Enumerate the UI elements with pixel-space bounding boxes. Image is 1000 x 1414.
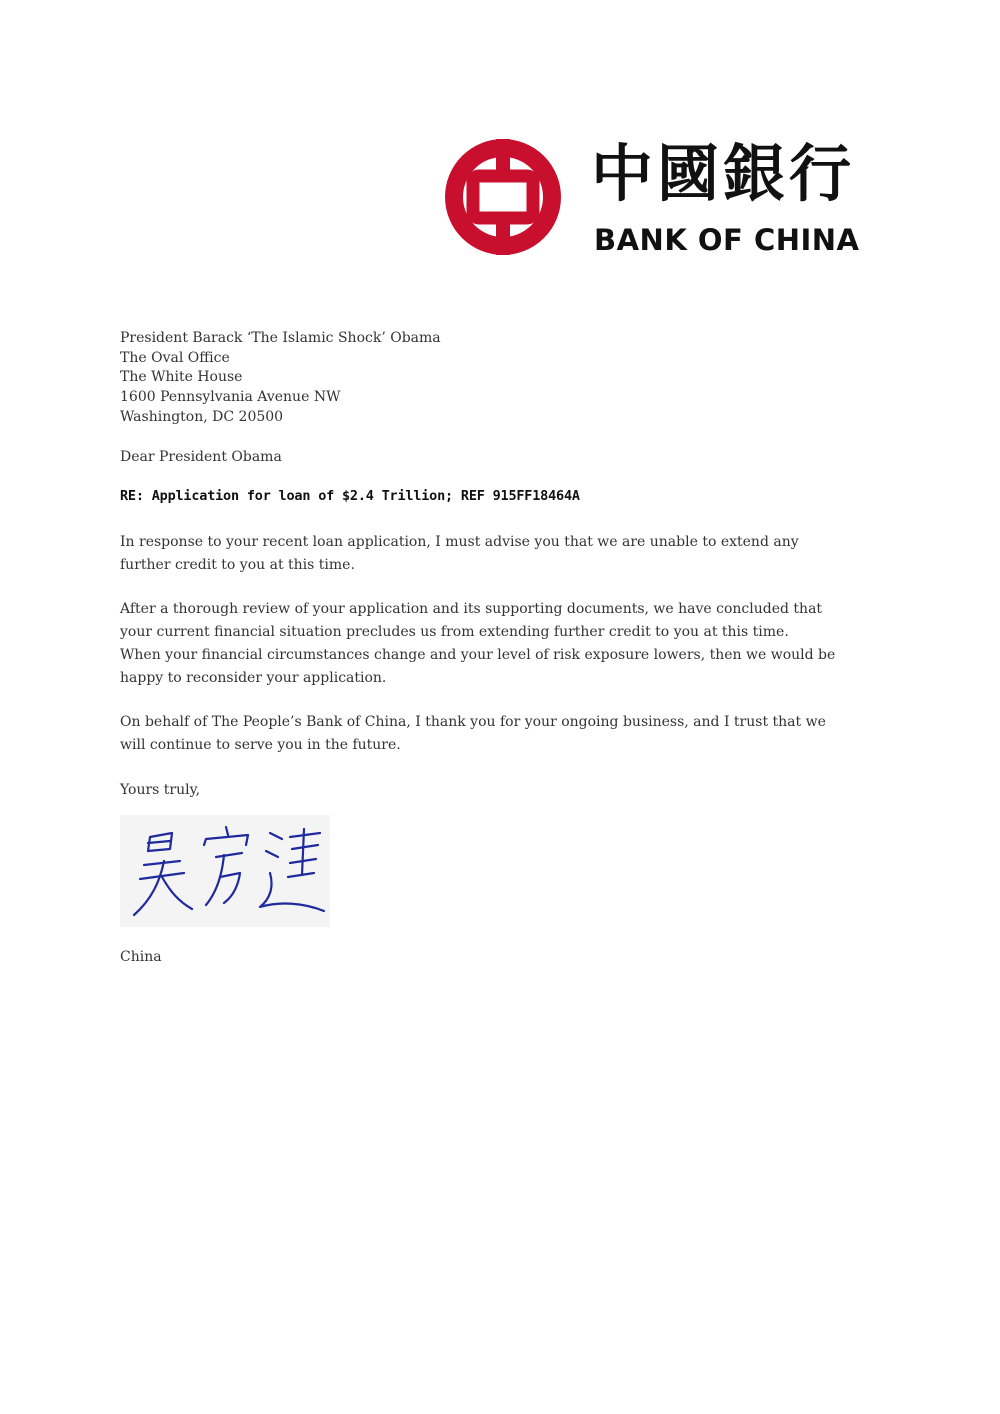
address-line: 1600 Pennsylvania Avenue NW <box>120 389 341 406</box>
address-line: The White House <box>120 369 243 386</box>
body-paragraph <box>120 711 826 757</box>
subject-line: RE: Application for loan of $2.4 Trillion; REF 915FF18464A <box>120 488 580 504</box>
address-line: Washington, DC 20500 <box>120 408 284 425</box>
paragraph-line: After a thorough review of your application and its supporting documents, we have concluded that <box>120 601 823 617</box>
body-paragraph <box>120 598 835 690</box>
paragraph-line: In response to your recent loan application, I must advise you that we are unable to extend any <box>120 534 799 550</box>
salutation: Dear President Obama <box>120 449 282 465</box>
address-line: The Oval Office <box>120 349 230 366</box>
handwritten-signature <box>120 815 330 927</box>
paragraph-line: further credit to you at this time. <box>120 557 355 573</box>
signatory-name: China <box>120 949 162 965</box>
bank-name-chinese: 中國銀行 <box>591 137 856 210</box>
address-line: President Barack ‘The Islamic Shock’ Obama <box>120 330 441 346</box>
paragraph-line: happy to reconsider your application. <box>120 670 387 686</box>
paragraph-line: will continue to serve you in the future. <box>120 737 401 753</box>
bank-name-english: BANK OF CHINA <box>594 223 860 257</box>
body-paragraph <box>120 531 799 577</box>
bank-letterhead <box>443 137 873 259</box>
bank-of-china-coin-icon <box>443 137 563 257</box>
paragraph-line: On behalf of The People’s Bank of China, I thank you for your ongoing business, and I trust that we <box>120 714 826 730</box>
paragraph-line: When your financial circumstances change and your level of risk exposure lowers, then we would be <box>120 647 836 663</box>
closing: Yours truly, <box>120 782 201 798</box>
paragraph-line: your current financial situation precludes us from extending further credit to you at this time. <box>120 624 789 640</box>
recipient-address <box>120 329 441 427</box>
